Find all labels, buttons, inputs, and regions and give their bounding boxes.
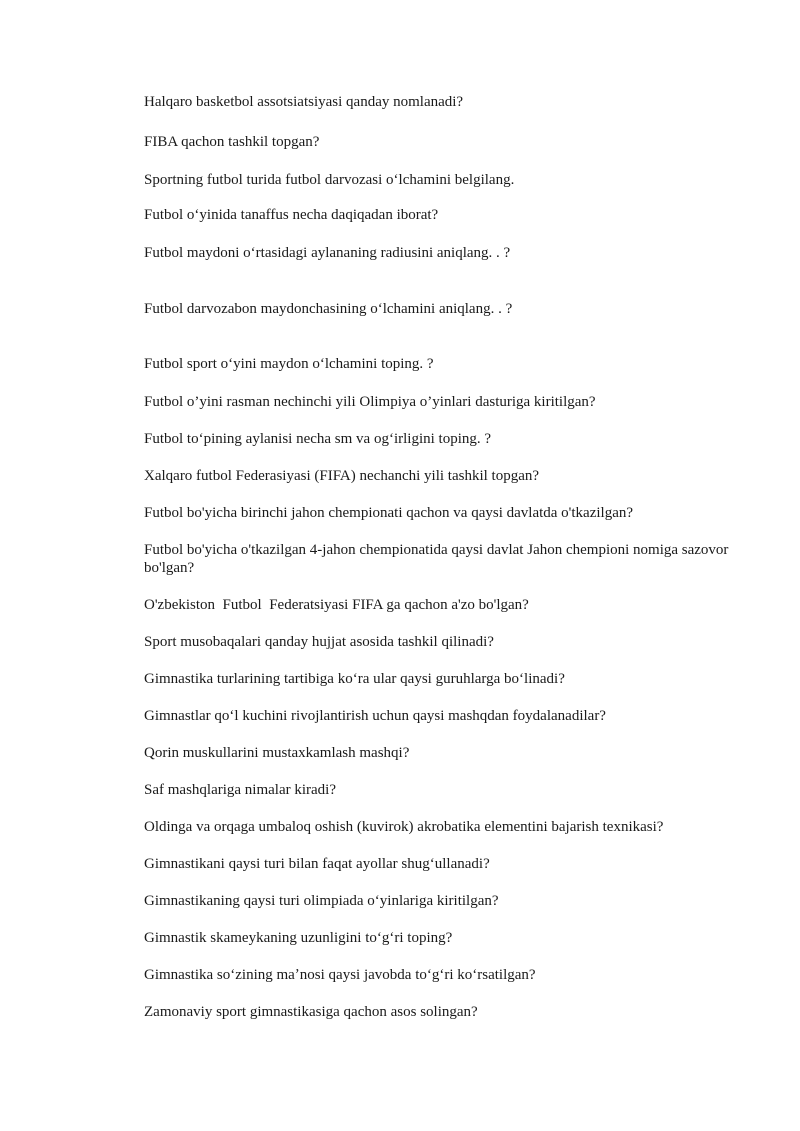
question-line: Gimnastikani qaysi turi bilan faqat ayollar shugʻullanadi? bbox=[144, 856, 490, 872]
question-line: FIBA qachon tashkil topgan? bbox=[144, 134, 320, 150]
question-line: Qorin muskullarini mustaxkamlash mashqi? bbox=[144, 745, 410, 761]
question-line: Futbol sport oʻyini maydon oʻlchamini toping. ? bbox=[144, 356, 434, 372]
question-line: Sport musobaqalari qanday hujjat asosida tashkil qilinadi? bbox=[144, 634, 494, 650]
question-line: Futbol bo'yicha o'tkazilgan 4-jahon chempionatida qaysi davlat Jahon chempioni nomiga sazovor bo'lgan? bbox=[144, 542, 733, 576]
question-line: Gimnastika soʻzining maʼnosi qaysi javobda toʻgʻri koʻrsatilgan? bbox=[144, 967, 536, 983]
question-line: Sportning futbol turida futbol darvozasi oʻlchamini belgilang. bbox=[144, 172, 515, 188]
question-line: Zamonaviy sport gimnastikasiga qachon asos solingan? bbox=[144, 1004, 478, 1020]
question-line: Futbol darvozabon maydonchasining oʻlchamini aniqlang. . ? bbox=[144, 301, 513, 317]
question-line: Halqaro basketbol assotsiatsiyasi qanday nomlanadi? bbox=[144, 94, 464, 110]
question-line: Saf mashqlariga nimalar kiradi? bbox=[144, 782, 337, 798]
question-line: Futbol toʻpining aylanisi necha sm va ogʻirligini toping. ? bbox=[144, 431, 492, 447]
question-line: Gimnastlar qoʻl kuchini rivojlantirish uchun qaysi mashqdan foydalanadilar? bbox=[144, 708, 606, 724]
question-line: Gimnastika turlarining tartibiga koʻra ular qaysi guruhlarga boʻlinadi? bbox=[144, 671, 565, 687]
question-line: Futbol maydoni oʻrtasidagi aylananing radiusini aniqlang. . ? bbox=[144, 245, 511, 261]
question-line: Futbol oʻyinida tanaffus necha daqiqadan iborat? bbox=[144, 207, 439, 223]
question-line: O'zbekiston Futbol Federatsiyasi FIFA ga qachon a'zo bo'lgan? bbox=[144, 597, 529, 613]
question-line: Gimnastikaning qaysi turi olimpiada oʻyinlariga kiritilgan? bbox=[144, 893, 499, 909]
question-line: Futbol o’yini rasman nechinchi yili Olimpiya o’yinlari dasturiga kiritilgan? bbox=[144, 394, 596, 410]
question-line: Xalqaro futbol Federasiyasi (FIFA) nechanchi yili tashkil topgan? bbox=[144, 468, 540, 484]
question-line: Futbol bo'yicha birinchi jahon chempionati qachon va qaysi davlatda o'tkazilgan? bbox=[144, 505, 634, 521]
question-line: Oldinga va orqaga umbaloq oshish (kuvirok) akrobatika elementini bajarish texnikasi? bbox=[144, 819, 664, 835]
question-line: Gimnastik skameykaning uzunligini toʻgʻri toping? bbox=[144, 930, 453, 946]
